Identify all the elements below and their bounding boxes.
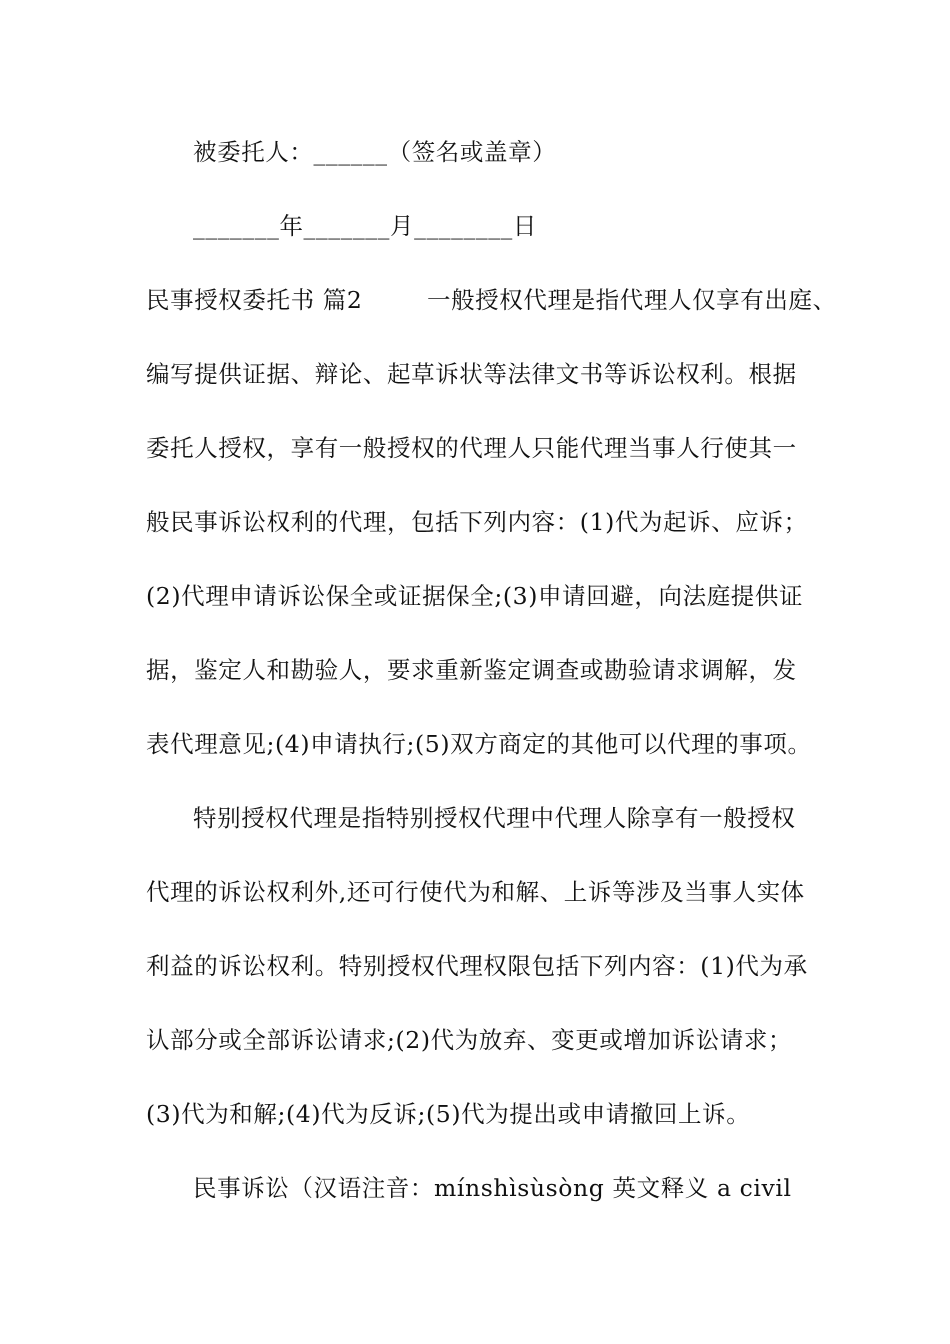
body-line: 编写提供证据、辩论、起草诉状等法律文书等诉讼权利。根据: [146, 360, 797, 388]
body-line: (2)代理申请诉讼保全或证据保全;(3)申请回避，向法庭提供证: [146, 582, 804, 610]
body-line: (3)代为和解;(4)代为反诉;(5)代为提出或申请撤回上诉。: [146, 1100, 751, 1128]
body-line: 般民事诉讼权利的代理，包括下列内容：(1)代为起诉、应诉；: [146, 508, 808, 536]
body-line: 表代理意见;(4)申请执行;(5)双方商定的其他可以代理的事项。: [146, 730, 812, 758]
section-heading-line: 民事授权委托书 篇2 一般授权代理是指代理人仅享有出庭、: [146, 286, 837, 314]
body-line: 据，鉴定人和勘验人，要求重新鉴定调查或勘验请求调解，发: [146, 656, 797, 684]
body-line: 代理的诉讼权利外,还可行使代为和解、上诉等涉及当事人实体: [146, 878, 805, 906]
body-line: 利益的诉讼权利。特别授权代理权限包括下列内容：(1)代为承: [146, 952, 808, 980]
paragraph-start-line: 特别授权代理是指特别授权代理中代理人除享有一般授权: [193, 804, 796, 832]
signature-line: 被委托人：______（签名或盖章）: [193, 138, 557, 166]
body-line: 委托人授权，享有一般授权的代理人只能代理当事人行使其一: [146, 434, 797, 462]
date-line: _______年_______月________日: [193, 212, 537, 240]
body-line: 认部分或全部诉讼请求;(2)代为放弃、变更或增加诉讼请求；: [146, 1026, 793, 1054]
paragraph-start-line: 民事诉讼（汉语注音：mínshìsùsòng 英文释义 a civil: [193, 1174, 792, 1202]
